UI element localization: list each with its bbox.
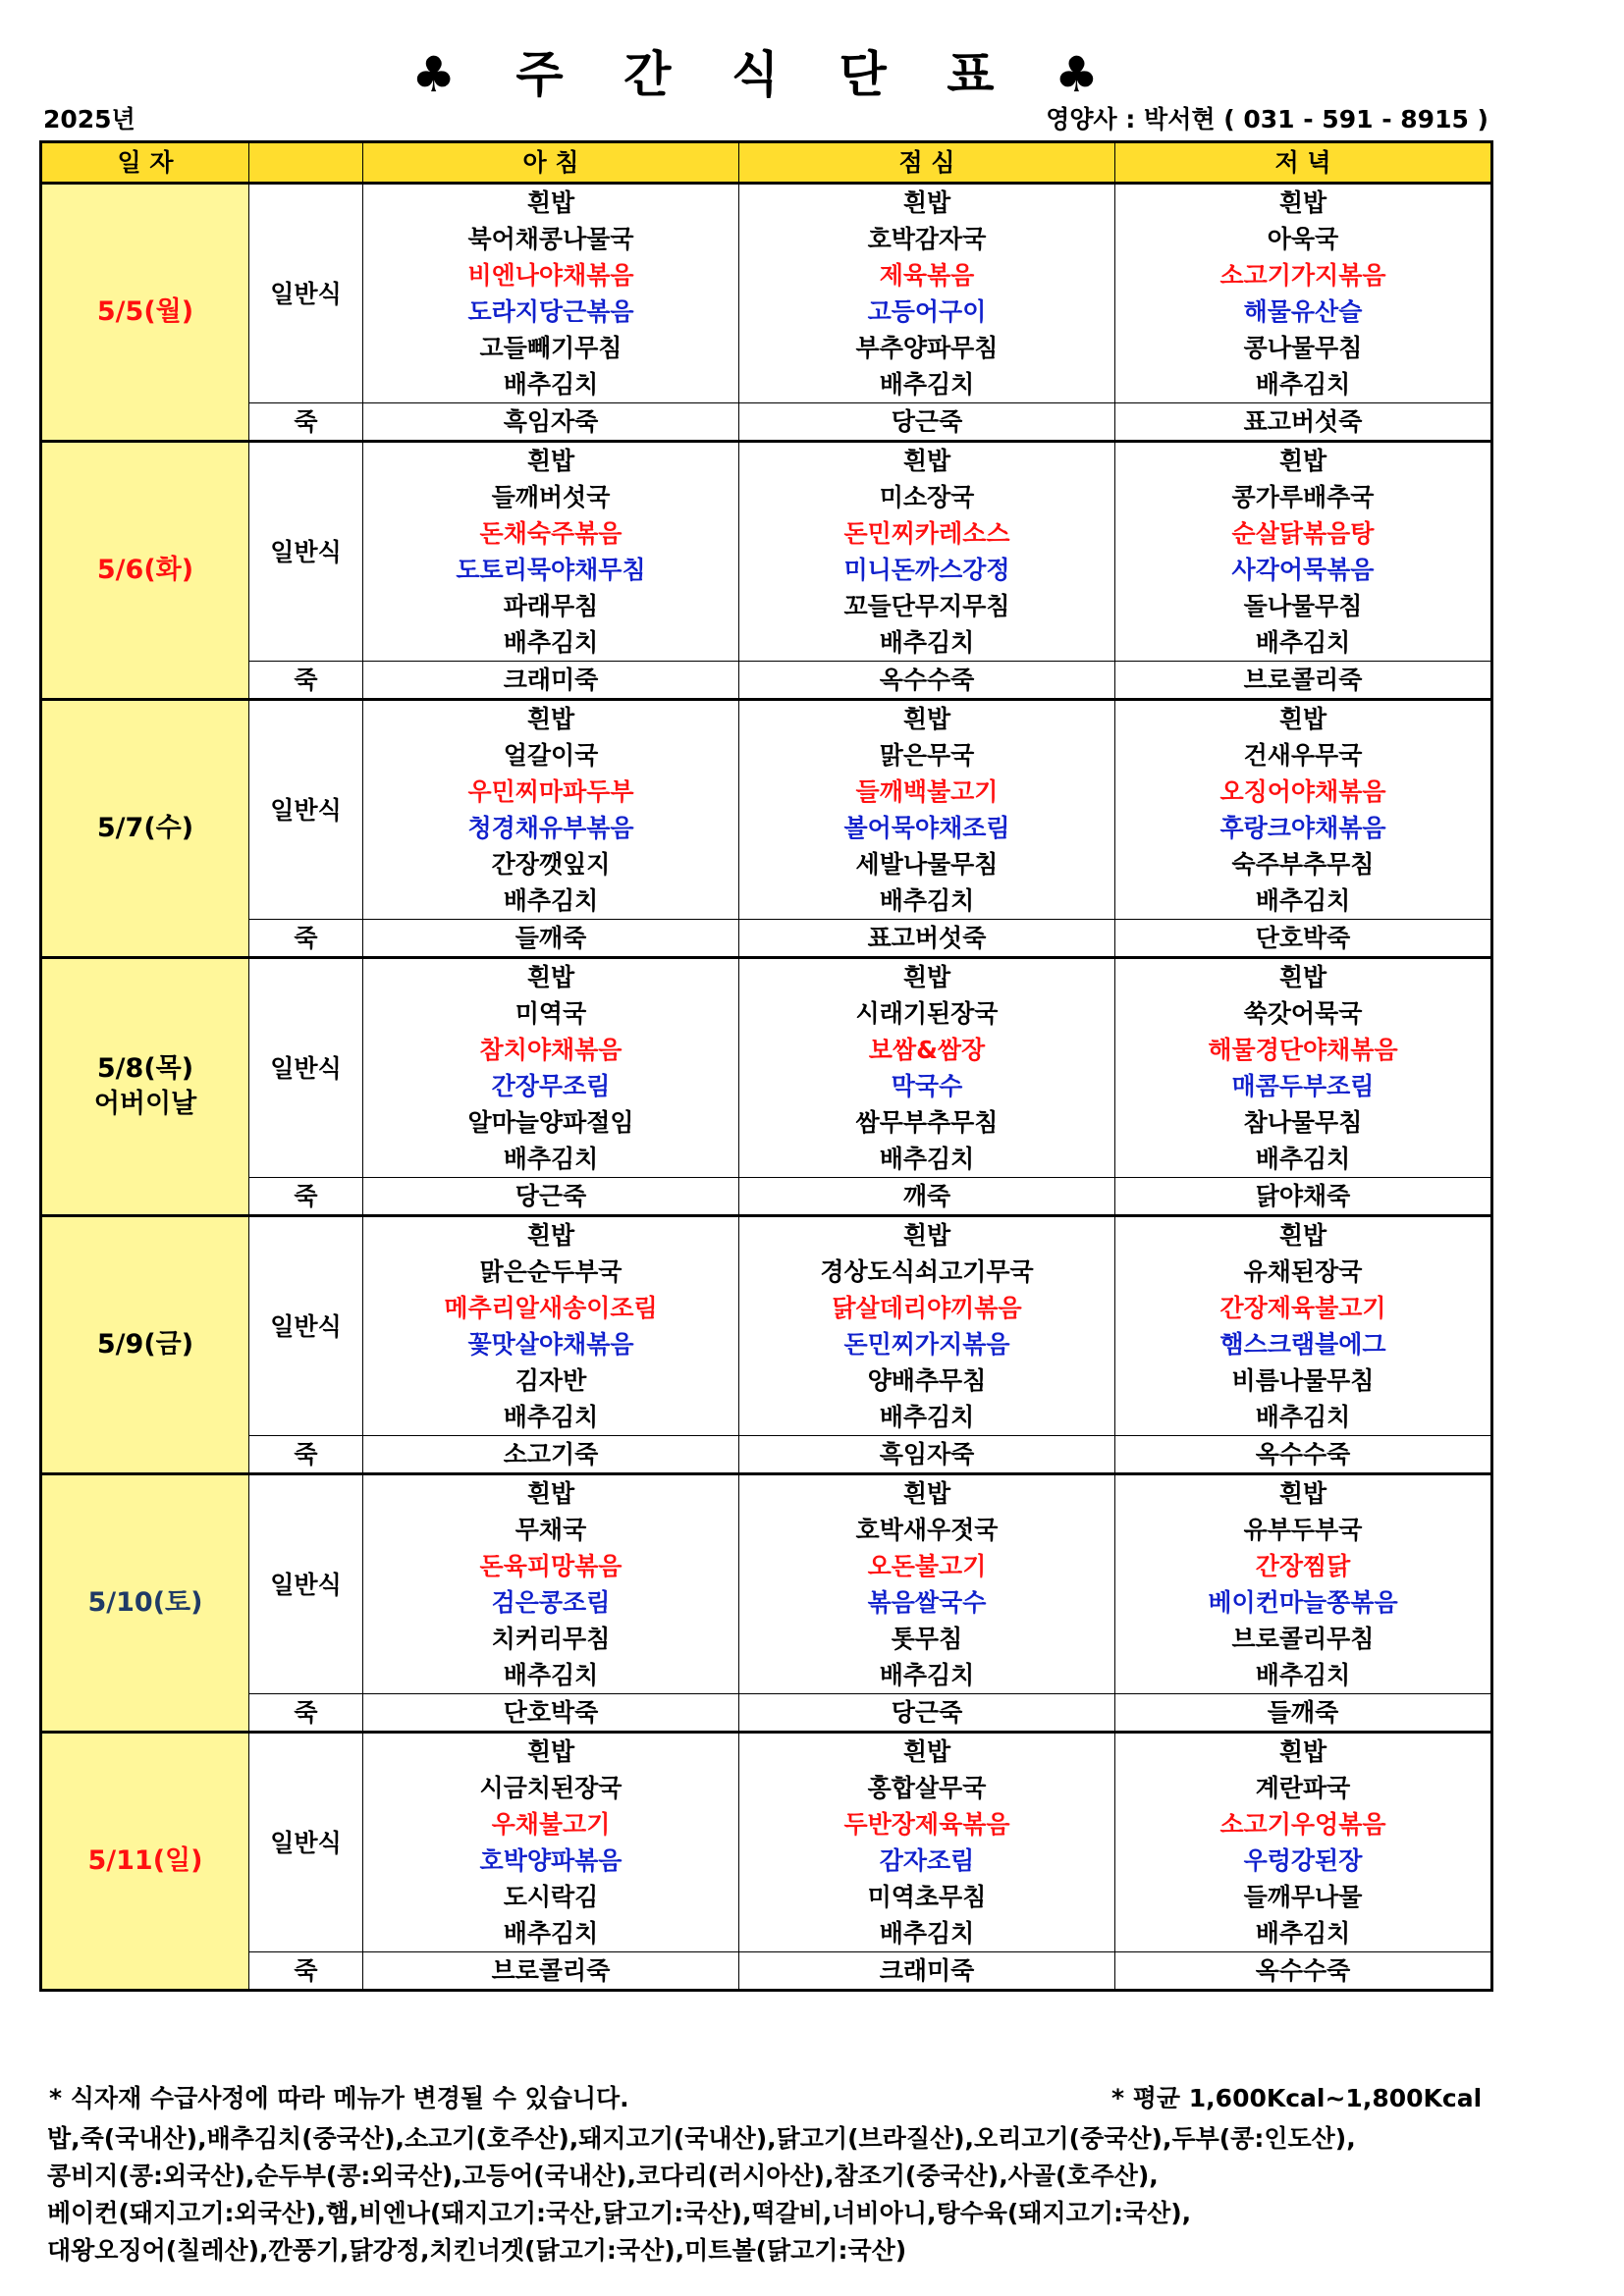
- dinner-porridge: 옥수수죽: [1115, 1436, 1492, 1474]
- porridge-row: [41, 920, 1492, 958]
- dinner-menu-item: 유채된장국: [1115, 1254, 1492, 1290]
- dinner-menu-item: 소고기가지볶음: [1115, 257, 1492, 294]
- porridge-label: 죽: [249, 1952, 363, 1991]
- dinner-menu-item: 돌나물무침: [1115, 588, 1492, 624]
- general-meal-label: 일반식: [249, 1216, 363, 1436]
- dinner-porridge: 들깨죽: [1115, 1694, 1492, 1733]
- lunch-menu-item: 배추김치: [739, 1399, 1115, 1436]
- breakfast-menu-item: 치커리무침: [363, 1621, 739, 1657]
- dinner-menu-item: 소고기우엉볶음: [1115, 1806, 1492, 1842]
- dinner-menu-item: 간장제육불고기: [1115, 1290, 1492, 1326]
- lunch-menu-item: 흰밥: [739, 700, 1115, 738]
- lunch-menu-item: 흰밥: [739, 958, 1115, 996]
- dinner-porridge: 브로콜리죽: [1115, 662, 1492, 700]
- breakfast-menu-item: 배추김치: [363, 1915, 739, 1952]
- dinner-menu-item: 후랑크야채볶음: [1115, 810, 1492, 846]
- breakfast-menu-item: 흰밥: [363, 958, 739, 996]
- day-date-cell: [41, 1216, 249, 1474]
- table-row: [41, 442, 1492, 480]
- day-date-cell: [41, 1474, 249, 1733]
- day-date: 5/5(월): [96, 296, 194, 327]
- column-header-date: 일 자: [41, 142, 249, 184]
- dinner-menu-item: 배추김치: [1115, 1915, 1492, 1952]
- day-date: 5/8(목): [96, 1053, 194, 1084]
- breakfast-menu-item: 흰밥: [363, 1474, 739, 1513]
- dinner-porridge: 옥수수죽: [1115, 1952, 1492, 1991]
- lunch-menu-item: 감자조림: [739, 1842, 1115, 1879]
- dinner-menu-item: 들깨무나물: [1115, 1879, 1492, 1915]
- dinner-porridge: 닭야채죽: [1115, 1178, 1492, 1216]
- dinner-menu-item: 베이컨마늘쫑볶음: [1115, 1584, 1492, 1621]
- dinner-menu-item: 배추김치: [1115, 1657, 1492, 1694]
- general-meal-label: 일반식: [249, 958, 363, 1178]
- breakfast-menu-item: 미역국: [363, 995, 739, 1032]
- lunch-menu-item: 맑은무국: [739, 737, 1115, 774]
- lunch-menu-item: 경상도식쇠고기무국: [739, 1254, 1115, 1290]
- lunch-menu-item: 홍합살무국: [739, 1770, 1115, 1806]
- breakfast-menu-item: 비엔나야채볶음: [363, 257, 739, 294]
- lunch-menu-item: 미소장국: [739, 479, 1115, 515]
- porridge-label: 죽: [249, 920, 363, 958]
- dinner-menu-item: 매콤두부조림: [1115, 1068, 1492, 1104]
- breakfast-menu-item: 흰밥: [363, 700, 739, 738]
- general-meal-label: 일반식: [249, 442, 363, 662]
- breakfast-menu-item: 맑은순두부국: [363, 1254, 739, 1290]
- dinner-menu-item: 햄스크램블에그: [1115, 1326, 1492, 1362]
- dinner-porridge: 표고버섯죽: [1115, 403, 1492, 442]
- dinner-menu-item: 콩가루배추국: [1115, 479, 1492, 515]
- breakfast-menu-item: 참치야채볶음: [363, 1032, 739, 1068]
- breakfast-menu-item: 호박양파볶음: [363, 1842, 739, 1879]
- lunch-menu-item: 볼어묵야채조림: [739, 810, 1115, 846]
- menu-change-notice: * 식자재 수급사정에 따라 메뉴가 변경될 수 있습니다.: [49, 2084, 629, 2112]
- lunch-menu-item: 호박감자국: [739, 221, 1115, 257]
- porridge-row: [41, 1952, 1492, 1991]
- dinner-menu-item: 숙주부추무침: [1115, 846, 1492, 882]
- dinner-menu-item: 계란파국: [1115, 1770, 1492, 1806]
- lunch-menu-item: 돈민찌가지볶음: [739, 1326, 1115, 1362]
- lunch-porridge: 표고버섯죽: [739, 920, 1115, 958]
- general-meal-label: 일반식: [249, 1474, 363, 1694]
- dinner-menu-item: 건새우무국: [1115, 737, 1492, 774]
- origin-line: 콩비지(콩:외국산),순두부(콩:외국산),고등어(국내산),코다리(러시아산),참조기(중국산),사골(호주산),: [47, 2162, 1159, 2190]
- breakfast-menu-item: 돈채숙주볶음: [363, 515, 739, 552]
- day-date: 5/6(화): [96, 555, 194, 585]
- porridge-row: [41, 1436, 1492, 1474]
- breakfast-menu-item: 돈육피망볶음: [363, 1548, 739, 1584]
- breakfast-menu-item: 북어채콩나물국: [363, 221, 739, 257]
- dinner-menu-item: 쑥갓어묵국: [1115, 995, 1492, 1032]
- lunch-menu-item: 흰밥: [739, 1216, 1115, 1255]
- breakfast-menu-item: 간장깻잎지: [363, 846, 739, 882]
- breakfast-menu-item: 우민찌마파두부: [363, 774, 739, 810]
- day-date: 5/10(토): [87, 1587, 203, 1618]
- table-row: [41, 958, 1492, 996]
- column-header-dinner: 저 녁: [1115, 142, 1492, 184]
- dinner-menu-item: 흰밥: [1115, 442, 1492, 480]
- day-date-cell: [41, 442, 249, 700]
- dinner-menu-item: 간장찜닭: [1115, 1548, 1492, 1584]
- lunch-menu-item: 볶음쌀국수: [739, 1584, 1115, 1621]
- day-date-cell: [41, 184, 249, 442]
- breakfast-menu-item: 도라지당근볶음: [363, 294, 739, 330]
- porridge-row: [41, 1178, 1492, 1216]
- table-row: [41, 1733, 1492, 1771]
- lunch-menu-item: 제육볶음: [739, 257, 1115, 294]
- porridge-row: [41, 1694, 1492, 1733]
- origin-line: 대왕오징어(칠레산),깐풍기,닭강정,치킨너겟(닭고기:국산),미트볼(닭고기:국산): [47, 2236, 907, 2265]
- table-header: [41, 142, 1492, 184]
- breakfast-menu-item: 알마늘양파절임: [363, 1104, 739, 1141]
- breakfast-menu-item: 배추김치: [363, 1657, 739, 1694]
- general-meal-label: 일반식: [249, 184, 363, 403]
- breakfast-porridge: 단호박죽: [363, 1694, 739, 1733]
- breakfast-menu-item: 무채국: [363, 1512, 739, 1548]
- lunch-porridge: 깨죽: [739, 1178, 1115, 1216]
- dinner-menu-item: 배추김치: [1115, 1399, 1492, 1436]
- origin-info: [47, 2120, 1530, 2269]
- breakfast-menu-item: 도시락김: [363, 1879, 739, 1915]
- breakfast-menu-item: 배추김치: [363, 366, 739, 403]
- day-date-cell: [41, 1733, 249, 1991]
- table-row: [41, 184, 1492, 222]
- porridge-row: [41, 662, 1492, 700]
- column-header-breakfast: 아 침: [363, 142, 739, 184]
- lunch-menu-item: 들깨백불고기: [739, 774, 1115, 810]
- table-row: [41, 700, 1492, 738]
- lunch-porridge: 옥수수죽: [739, 662, 1115, 700]
- table-row: [41, 1474, 1492, 1513]
- breakfast-menu-item: 간장무조림: [363, 1068, 739, 1104]
- breakfast-menu-item: 배추김치: [363, 1141, 739, 1178]
- lunch-porridge: 당근죽: [739, 1694, 1115, 1733]
- weekly-menu-table: [39, 140, 1493, 1992]
- breakfast-menu-item: 배추김치: [363, 882, 739, 920]
- lunch-menu-item: 톳무침: [739, 1621, 1115, 1657]
- general-meal-label: 일반식: [249, 700, 363, 920]
- lunch-menu-item: 양배추무침: [739, 1362, 1115, 1399]
- lunch-porridge: 크래미죽: [739, 1952, 1115, 1991]
- breakfast-menu-item: 고들빼기무침: [363, 330, 739, 366]
- breakfast-menu-item: 도토리묵야채무침: [363, 552, 739, 588]
- dinner-menu-item: 우렁강된장: [1115, 1842, 1492, 1879]
- dinner-menu-item: 해물유산슬: [1115, 294, 1492, 330]
- day-date: 5/9(금): [96, 1329, 194, 1360]
- breakfast-menu-item: 청경채유부볶음: [363, 810, 739, 846]
- lunch-menu-item: 미니돈까스강정: [739, 552, 1115, 588]
- breakfast-menu-item: 배추김치: [363, 624, 739, 662]
- breakfast-menu-item: 흰밥: [363, 1733, 739, 1771]
- day-date-cell: [41, 700, 249, 958]
- holiday-label: 어버이날: [93, 1089, 197, 1119]
- lunch-menu-item: 흰밥: [739, 442, 1115, 480]
- dinner-porridge: 단호박죽: [1115, 920, 1492, 958]
- dinner-menu-item: 배추김치: [1115, 882, 1492, 920]
- table-body: [41, 184, 1492, 1991]
- general-meal-label: 일반식: [249, 1733, 363, 1952]
- dinner-menu-item: 사각어묵볶음: [1115, 552, 1492, 588]
- lunch-menu-item: 꼬들단무지무침: [739, 588, 1115, 624]
- lunch-menu-item: 쌈무부추무침: [739, 1104, 1115, 1141]
- lunch-porridge: 당근죽: [739, 403, 1115, 442]
- breakfast-menu-item: 들깨버섯국: [363, 479, 739, 515]
- breakfast-menu-item: 메추리알새송이조림: [363, 1290, 739, 1326]
- breakfast-menu-item: 얼갈이국: [363, 737, 739, 774]
- lunch-menu-item: 돈민찌카레소스: [739, 515, 1115, 552]
- origin-line: 밥,죽(국내산),배추김치(중국산),소고기(호주산),돼지고기(국내산),닭고기(브라질산),오리고기(중국산),두부(콩:인도산),: [47, 2124, 1356, 2153]
- day-date: 5/7(수): [96, 813, 194, 843]
- dinner-menu-item: 배추김치: [1115, 366, 1492, 403]
- lunch-menu-item: 배추김치: [739, 1657, 1115, 1694]
- dinner-menu-item: 배추김치: [1115, 624, 1492, 662]
- lunch-menu-item: 흰밥: [739, 184, 1115, 222]
- breakfast-menu-item: 시금치된장국: [363, 1770, 739, 1806]
- dinner-menu-item: 흰밥: [1115, 184, 1492, 222]
- column-header-lunch: 점 심: [739, 142, 1115, 184]
- lunch-menu-item: 고등어구이: [739, 294, 1115, 330]
- breakfast-porridge: 브로콜리죽: [363, 1952, 739, 1991]
- dinner-menu-item: 흰밥: [1115, 1733, 1492, 1771]
- dinner-menu-item: 콩나물무침: [1115, 330, 1492, 366]
- table-row: [41, 1216, 1492, 1255]
- lunch-porridge: 흑임자죽: [739, 1436, 1115, 1474]
- dinner-menu-item: 비름나물무침: [1115, 1362, 1492, 1399]
- dinner-menu-item: 브로콜리무침: [1115, 1621, 1492, 1657]
- year-label: 2025년: [43, 105, 135, 133]
- porridge-label: 죽: [249, 403, 363, 442]
- porridge-label: 죽: [249, 662, 363, 700]
- column-header-type: [249, 142, 363, 184]
- porridge-label: 죽: [249, 1178, 363, 1216]
- dinner-menu-item: 해물경단야채볶음: [1115, 1032, 1492, 1068]
- lunch-menu-item: 시래기된장국: [739, 995, 1115, 1032]
- calorie-note: * 평균 1,600Kcal~1,800Kcal: [1111, 2084, 1483, 2112]
- breakfast-menu-item: 흰밥: [363, 1216, 739, 1255]
- dinner-menu-item: 흰밥: [1115, 1474, 1492, 1513]
- lunch-menu-item: 부추양파무침: [739, 330, 1115, 366]
- lunch-menu-item: 세발나물무침: [739, 846, 1115, 882]
- lunch-menu-item: 배추김치: [739, 1915, 1115, 1952]
- lunch-menu-item: 두반장제육볶음: [739, 1806, 1115, 1842]
- dinner-menu-item: 순살닭볶음탕: [1115, 515, 1492, 552]
- porridge-label: 죽: [249, 1694, 363, 1733]
- porridge-row: [41, 403, 1492, 442]
- breakfast-menu-item: 파래무침: [363, 588, 739, 624]
- breakfast-porridge: 소고기죽: [363, 1436, 739, 1474]
- lunch-menu-item: 흰밥: [739, 1474, 1115, 1513]
- breakfast-porridge: 들깨죽: [363, 920, 739, 958]
- dinner-menu-item: 배추김치: [1115, 1141, 1492, 1178]
- breakfast-porridge: 크래미죽: [363, 662, 739, 700]
- page-title: ♣ 주 간 식 단 표 ♣: [411, 46, 1120, 103]
- breakfast-menu-item: 우채불고기: [363, 1806, 739, 1842]
- lunch-menu-item: 오돈불고기: [739, 1548, 1115, 1584]
- lunch-menu-item: 배추김치: [739, 1141, 1115, 1178]
- dinner-menu-item: 흰밥: [1115, 700, 1492, 738]
- lunch-menu-item: 배추김치: [739, 882, 1115, 920]
- lunch-menu-item: 막국수: [739, 1068, 1115, 1104]
- lunch-menu-item: 배추김치: [739, 366, 1115, 403]
- day-date-cell: [41, 958, 249, 1216]
- dinner-menu-item: 유부두부국: [1115, 1512, 1492, 1548]
- lunch-menu-item: 보쌈&쌈장: [739, 1032, 1115, 1068]
- breakfast-porridge: 흑임자죽: [363, 403, 739, 442]
- dinner-menu-item: 참나물무침: [1115, 1104, 1492, 1141]
- breakfast-menu-item: 흰밥: [363, 442, 739, 480]
- origin-line: 베이컨(돼지고기:외국산),햄,비엔나(돼지고기:국산,닭고기:국산),떡갈비,너비아니,탕수육(돼지고기:국산),: [47, 2199, 1192, 2227]
- lunch-menu-item: 호박새우젓국: [739, 1512, 1115, 1548]
- breakfast-menu-item: 흰밥: [363, 184, 739, 222]
- dietitian-contact: 영양사 : 박서현 ( 031 - 591 - 8915 ): [1046, 105, 1489, 133]
- breakfast-menu-item: 김자반: [363, 1362, 739, 1399]
- breakfast-menu-item: 검은콩조림: [363, 1584, 739, 1621]
- lunch-menu-item: 흰밥: [739, 1733, 1115, 1771]
- porridge-label: 죽: [249, 1436, 363, 1474]
- lunch-menu-item: 배추김치: [739, 624, 1115, 662]
- dinner-menu-item: 흰밥: [1115, 958, 1492, 996]
- lunch-menu-item: 미역초무침: [739, 1879, 1115, 1915]
- breakfast-menu-item: 배추김치: [363, 1399, 739, 1436]
- dinner-menu-item: 오징어야채볶음: [1115, 774, 1492, 810]
- breakfast-menu-item: 꽃맛살야채볶음: [363, 1326, 739, 1362]
- dinner-menu-item: 아욱국: [1115, 221, 1492, 257]
- lunch-menu-item: 닭살데리야끼볶음: [739, 1290, 1115, 1326]
- breakfast-porridge: 당근죽: [363, 1178, 739, 1216]
- day-date: 5/11(일): [87, 1845, 203, 1876]
- dinner-menu-item: 흰밥: [1115, 1216, 1492, 1255]
